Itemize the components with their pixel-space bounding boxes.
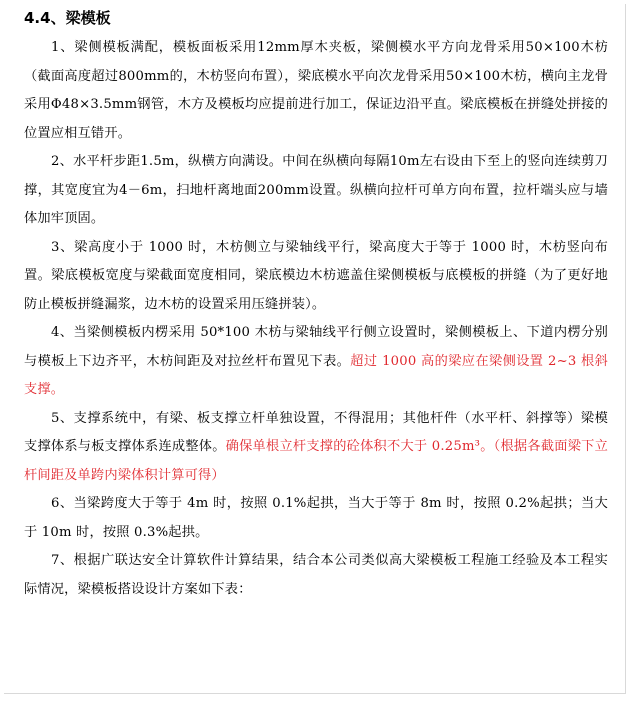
paragraph-3-text: 3、梁高度小于 1000 时，木枋侧立与梁轴线平行，梁高度大于等于 1000 时，木枋竖向布置。梁底模板宽度与梁截面宽度相同，梁底模边木枋遮盖住梁侧模板与底模板的拼缝（为了更好地防止模板拼缝漏浆，边木枋的设置采用压缝拼装）。 xyxy=(24,239,608,312)
paragraph-2-text: 2、水平杆步距1.5m，纵横方向满设。中间在纵横向每隔10m左右设由下至上的竖向连续剪刀撑，其宽度宜为4－6m，扫地杆离地面200mm设置。纵横向拉杆可单方向布置，拉杆端头应与墙体加牢顶固。 xyxy=(24,154,608,226)
paragraph-3 xyxy=(24,234,608,320)
paragraph-6-text: 6、当梁跨度大于等于 4m 时，按照 0.1%起拱，当大于等于 8m 时，按照 0.2%起拱；当大于 10m 时，按照 0.3%起拱。 xyxy=(24,496,608,540)
paragraph-7-text: 7、根据广联达安全计算软件计算结果，结合本公司类似高大梁模板工程施工经验及本工程实际情况，梁模板搭设设计方案如下表： xyxy=(24,553,608,597)
paragraph-4-text: 4、当梁侧模板内楞采用 50*100 木枋与梁轴线平行侧立设置时，梁侧模板上、下道内楞分别与模板上下边齐平，木枋间距及对拉丝杆布置见下表。 xyxy=(24,325,608,369)
paragraph-2 xyxy=(24,148,608,234)
paragraph-5-highlight: 确保单根立杆支撑的砼体积不大于 0.25m³。（根据各截面梁下立杆间距及单跨内梁体积计算可得） xyxy=(24,439,608,483)
paragraph-4 xyxy=(24,319,608,405)
section-heading: 4.4、梁模板 xyxy=(24,9,111,27)
document-body xyxy=(24,6,608,604)
paragraph-5 xyxy=(24,405,608,491)
paragraph-1-text: 1、梁侧模板满配，模板面板采用12mm厚木夹板，梁侧模水平方向龙骨采用50×100木枋（截面高度超过800mm的，木枋竖向布置），梁底模水平向次龙骨采用50×100木枋，横向主龙骨采用Φ48×3.5mm钢管，木方及模板均应提前进行加工，保证边沿平直。梁底模板在拼缝处拼接的位置应相互错开。 xyxy=(24,40,608,141)
paragraph-1 xyxy=(24,34,608,148)
paragraph-6 xyxy=(24,490,608,547)
paragraph-5-text: 5、支撑系统中，有梁、板支撑立杆单独设置，不得混用；其他杆件（水平杆、斜撑等）梁模支撑体系与板支撑体系连成整体。 xyxy=(24,410,608,454)
paragraph-4-highlight: 超过 1000 高的梁应在梁侧设置 2~3 根斜支撑。 xyxy=(24,353,608,397)
paragraph-7 xyxy=(24,547,608,604)
